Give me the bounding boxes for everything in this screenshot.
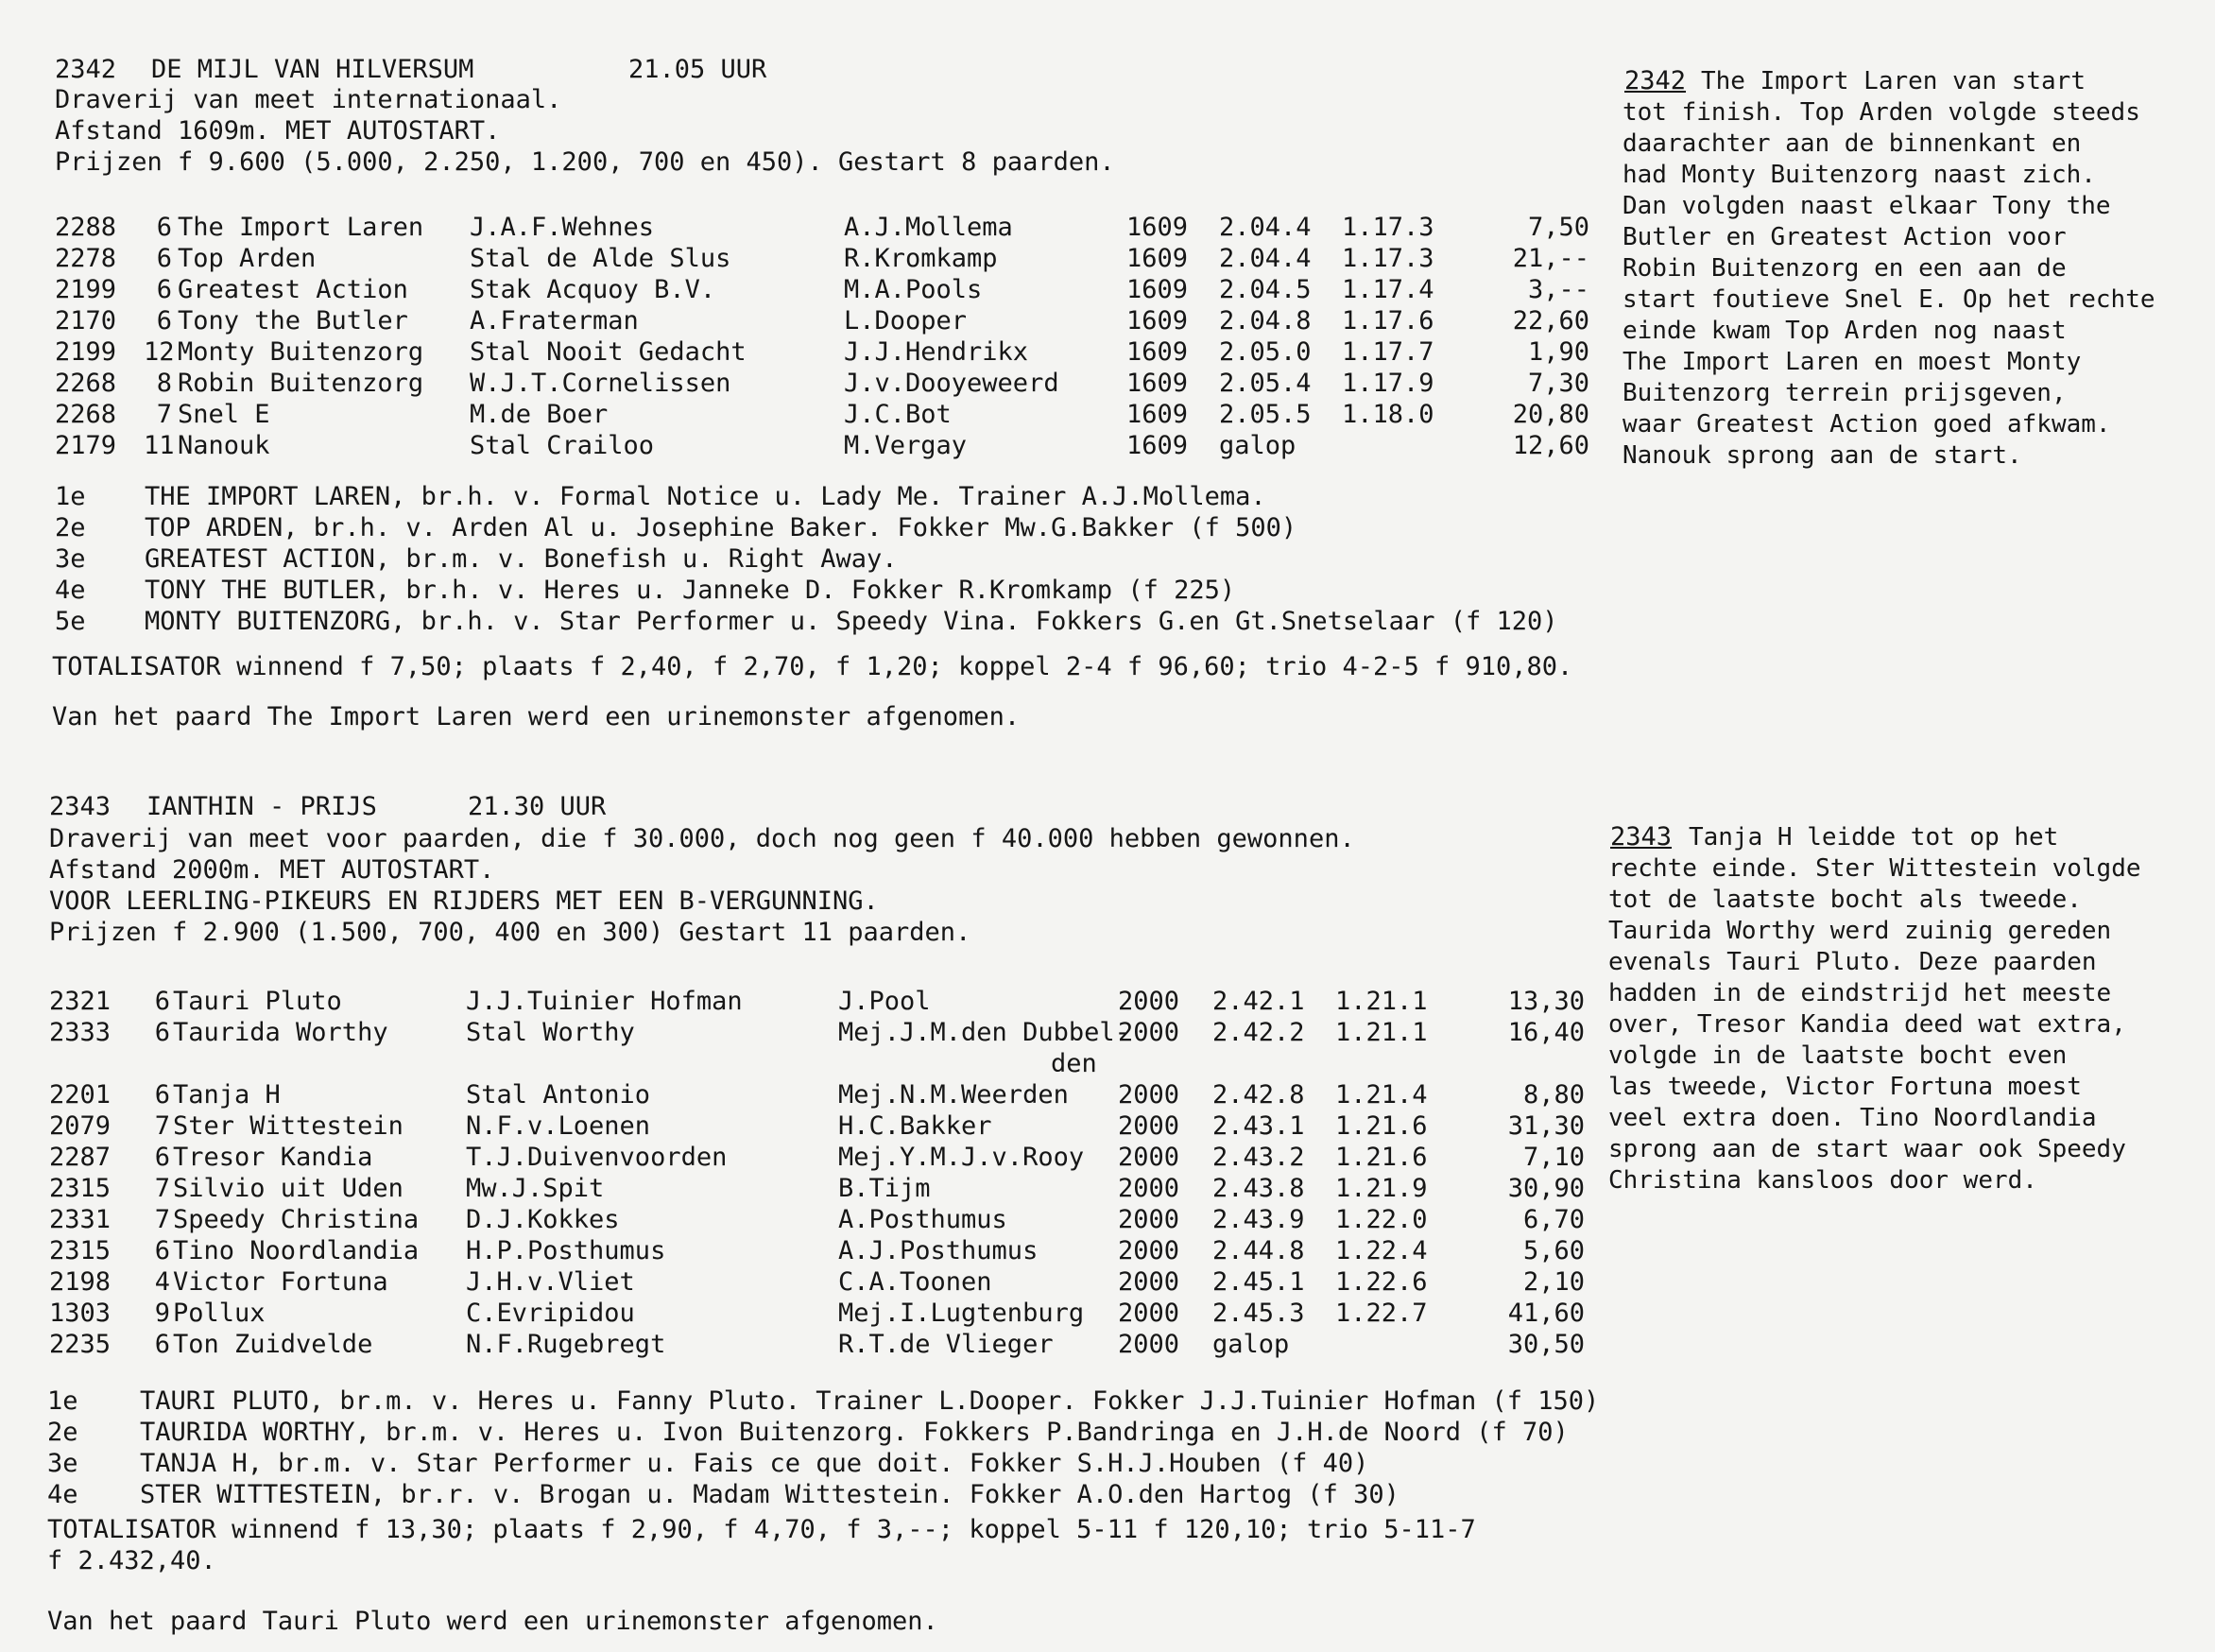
result-owner: J.J.Tuinier Hofman — [466, 987, 743, 1016]
result-odds: 7,50 — [1527, 213, 1589, 242]
race-name: DE MIJL VAN HILVERSUM — [151, 55, 474, 84]
commentary-line: The Import Laren van start — [1701, 67, 2086, 95]
result-time: 2.42.8 — [1212, 1080, 1305, 1110]
result-odds: 1,90 — [1527, 337, 1589, 367]
result-distance: 2000 — [1118, 1205, 1180, 1234]
result-owner: Stal Nooit Gedacht — [470, 337, 747, 367]
commentary-race-number: 2342 — [1624, 66, 1687, 95]
result-km-time: 1.17.3 — [1342, 213, 1434, 242]
result-horse: Snel E — [178, 400, 270, 429]
commentary-line: evenals Tauri Pluto. Deze paarden — [1608, 948, 2097, 976]
result-prev-race: 2268 — [55, 400, 117, 429]
result-horse: Victor Fortuna — [173, 1267, 388, 1297]
placing-position: 3e — [55, 544, 86, 574]
result-odds: 7,10 — [1522, 1143, 1585, 1172]
result-km-time: 1.18.0 — [1342, 400, 1434, 429]
result-time: 2.04.5 — [1219, 275, 1312, 304]
result-prev-race: 2288 — [55, 213, 117, 242]
result-owner: Mw.J.Spit — [466, 1174, 605, 1203]
result-age: 6 — [154, 1236, 170, 1265]
commentary-line: start foutieve Snel E. Op het rechte — [1623, 285, 2155, 314]
result-owner: J.H.v.Vliet — [466, 1267, 635, 1297]
result-age: 7 — [154, 1111, 170, 1141]
commentary-line: tot de laatste bocht als tweede. — [1608, 886, 2082, 914]
result-driver: A.J.Mollema — [844, 213, 1013, 242]
result-driver: J.C.Bot — [844, 400, 952, 429]
result-time: 2.04.8 — [1219, 306, 1312, 336]
result-distance: 2000 — [1118, 1174, 1180, 1203]
result-time: 2.42.2 — [1212, 1018, 1305, 1047]
result-age: 7 — [154, 1205, 170, 1234]
commentary-line: Christina kansloos door werd. — [1608, 1166, 2037, 1195]
result-distance: 1609 — [1126, 213, 1189, 242]
result-driver: Mej.I.Lugtenburg — [838, 1299, 1085, 1328]
result-owner: Stal Crailoo — [470, 431, 655, 460]
result-km-time: 1.17.7 — [1342, 337, 1434, 367]
result-time: 2.43.8 — [1212, 1174, 1305, 1203]
result-prev-race: 2321 — [49, 987, 112, 1016]
race-conditions-line: Draverij van meet internationaal. — [55, 85, 562, 114]
result-age: 11 — [144, 431, 175, 460]
result-age: 8 — [156, 369, 172, 398]
result-owner: W.J.T.Cornelissen — [470, 369, 731, 398]
commentary-line: tot finish. Top Arden volgde steeds — [1623, 98, 2140, 127]
commentary-line: daarachter aan de binnenkant en — [1623, 129, 2082, 158]
placing-position: 1e — [55, 482, 86, 511]
commentary-line: las tweede, Victor Fortuna moest — [1608, 1073, 2082, 1101]
result-age: 12 — [144, 337, 175, 367]
result-horse: Top Arden — [178, 244, 317, 273]
result-distance: 2000 — [1118, 1080, 1180, 1110]
result-driver: C.A.Toonen — [838, 1267, 992, 1297]
commentary-line: volgde in de laatste bocht even — [1608, 1041, 2068, 1070]
result-time: 2.42.1 — [1212, 987, 1305, 1016]
result-time: 2.45.3 — [1212, 1299, 1305, 1328]
result-driver: Mej.J.M.den Dubbel- — [838, 1018, 1130, 1047]
result-prev-race: 2287 — [49, 1143, 112, 1172]
result-driver: J.J.Hendrikx — [844, 337, 1029, 367]
result-owner: A.Fraterman — [470, 306, 639, 336]
result-horse: Ster Wittestein — [173, 1111, 404, 1141]
result-owner: Stak Acquoy B.V. — [470, 275, 716, 304]
result-driver: R.T.de Vlieger — [838, 1330, 1054, 1359]
result-driver: M.Vergay — [844, 431, 968, 460]
result-time: 2.43.9 — [1212, 1205, 1305, 1234]
result-odds: 22,60 — [1512, 306, 1589, 336]
result-odds: 12,60 — [1512, 431, 1589, 460]
result-distance: 1609 — [1126, 369, 1189, 398]
commentary-line: Robin Buitenzorg en een aan de — [1623, 254, 2067, 283]
totalisator-line: TOTALISATOR winnend f 13,30; plaats f 2,90, f 4,70, f 3,--; koppel 5-11 f 120,10; trio 5-11-7 — [47, 1515, 1476, 1544]
result-odds: 41,60 — [1507, 1299, 1585, 1328]
placing-position: 2e — [47, 1418, 78, 1447]
result-odds: 16,40 — [1507, 1018, 1585, 1047]
commentary-line: Buitenzorg terrein prijsgeven, — [1623, 379, 2067, 407]
result-horse: Nanouk — [178, 431, 270, 460]
result-time: 2.05.4 — [1219, 369, 1312, 398]
result-odds: 20,80 — [1512, 400, 1589, 429]
result-driver: Mej.N.M.Weerden — [838, 1080, 1069, 1110]
result-km-time: 1.21.9 — [1335, 1174, 1428, 1203]
result-prev-race: 2179 — [55, 431, 117, 460]
result-distance: 2000 — [1118, 1143, 1180, 1172]
result-horse: Speedy Christina — [173, 1205, 420, 1234]
totalisator-line: TOTALISATOR winnend f 7,50; plaats f 2,40, f 2,70, f 1,20; koppel 2-4 f 96,60; trio 4-2-5 f 910,80. — [52, 652, 1573, 681]
result-horse: Tresor Kandia — [173, 1143, 373, 1172]
result-driver: A.J.Posthumus — [838, 1236, 1039, 1265]
result-odds: 3,-- — [1527, 275, 1589, 304]
result-odds: 2,10 — [1522, 1267, 1585, 1297]
result-prev-race: 2198 — [49, 1267, 112, 1297]
result-time: 2.05.0 — [1219, 337, 1312, 367]
placing-position: 1e — [47, 1386, 78, 1416]
result-age: 6 — [156, 306, 172, 336]
result-distance: 1609 — [1126, 244, 1189, 273]
result-owner: H.P.Posthumus — [466, 1236, 666, 1265]
result-prev-race: 2315 — [49, 1236, 112, 1265]
result-prev-race: 2170 — [55, 306, 117, 336]
result-odds: 30,90 — [1507, 1174, 1585, 1203]
race-time: 21.30 UUR — [468, 792, 607, 821]
result-owner: C.Evripidou — [466, 1299, 635, 1328]
urine-test-note: Van het paard Tauri Pluto werd een urinemonster afgenomen. — [47, 1607, 938, 1636]
result-km-time: 1.21.1 — [1335, 987, 1428, 1016]
race-conditions-line: Draverij van meet voor paarden, die f 30.000, doch nog geen f 40.000 hebben gewonnen. — [49, 824, 1355, 853]
result-prev-race: 2315 — [49, 1174, 112, 1203]
race-conditions-line: Prijzen f 9.600 (5.000, 2.250, 1.200, 700 en 450). Gestart 8 paarden. — [55, 147, 1115, 177]
result-age: 6 — [154, 1143, 170, 1172]
result-horse: Greatest Action — [178, 275, 408, 304]
result-distance: 1609 — [1126, 306, 1189, 336]
result-time: galop — [1219, 431, 1296, 460]
urine-test-note: Van het paard The Import Laren werd een urinemonster afgenomen. — [52, 702, 1021, 731]
result-distance: 2000 — [1118, 1111, 1180, 1141]
placing-description: GREATEST ACTION, br.m. v. Bonefish u. Right Away. — [145, 544, 898, 574]
result-age: 6 — [154, 1330, 170, 1359]
result-prev-race: 2333 — [49, 1018, 112, 1047]
result-driver: den — [1051, 1049, 1097, 1078]
race-number: 2342 — [55, 55, 117, 84]
commentary-line: veel extra doen. Tino Noordlandia — [1608, 1104, 2097, 1132]
result-owner: Stal Antonio — [466, 1080, 651, 1110]
result-driver: A.Posthumus — [838, 1205, 1007, 1234]
result-horse: The Import Laren — [178, 213, 424, 242]
result-time: 2.44.8 — [1212, 1236, 1305, 1265]
placing-position: 3e — [47, 1449, 78, 1478]
result-horse: Silvio uit Uden — [173, 1174, 404, 1203]
commentary-line: Taurida Worthy werd zuinig gereden — [1608, 917, 2112, 945]
result-prev-race: 2201 — [49, 1080, 112, 1110]
result-horse: Pollux — [173, 1299, 266, 1328]
race-time: 21.05 UUR — [628, 55, 767, 84]
result-driver: J.v.Dooyeweerd — [844, 369, 1059, 398]
commentary-line: The Import Laren en moest Monty — [1623, 348, 2082, 376]
result-driver: H.C.Bakker — [838, 1111, 992, 1141]
result-time: 2.05.5 — [1219, 400, 1312, 429]
result-km-time: 1.22.7 — [1335, 1299, 1428, 1328]
result-age: 6 — [156, 213, 172, 242]
result-age: 6 — [156, 275, 172, 304]
placing-position: 5e — [55, 607, 86, 636]
placing-position: 4e — [47, 1480, 78, 1509]
result-odds: 13,30 — [1507, 987, 1585, 1016]
result-age: 6 — [154, 1080, 170, 1110]
commentary-line: Tanja H leidde tot op het — [1689, 823, 2059, 852]
result-horse: Tauri Pluto — [173, 987, 342, 1016]
result-km-time: 1.17.6 — [1342, 306, 1434, 336]
placing-description: MONTY BUITENZORG, br.h. v. Star Performer u. Speedy Vina. Fokkers G.en Gt.Snetselaar (f 120) — [145, 607, 1558, 636]
result-distance: 2000 — [1118, 1267, 1180, 1297]
result-horse: Tony the Butler — [178, 306, 408, 336]
commentary-race-number: 2343 — [1610, 822, 1673, 852]
commentary-line: hadden in de eindstrijd het meeste — [1608, 979, 2112, 1007]
placing-description: STER WITTESTEIN, br.r. v. Brogan u. Madam Wittestein. Fokker A.O.den Hartog (f 30) — [140, 1480, 1399, 1509]
result-age: 6 — [154, 1018, 170, 1047]
result-km-time: 1.21.6 — [1335, 1111, 1428, 1141]
result-prev-race: 2331 — [49, 1205, 112, 1234]
commentary-line: einde kwam Top Arden nog naast — [1623, 317, 2067, 345]
race-name: IANTHIN - PRIJS — [146, 792, 377, 821]
race-conditions-line: VOOR LEERLING-PIKEURS EN RIJDERS MET EEN B-VERGUNNING. — [49, 886, 879, 916]
commentary-line: sprong aan de start waar ook Speedy — [1608, 1135, 2126, 1163]
result-owner: N.F.v.Loenen — [466, 1111, 651, 1141]
result-prev-race: 2268 — [55, 369, 117, 398]
commentary-line: waar Greatest Action goed afkwam. — [1623, 410, 2111, 439]
result-driver: M.A.Pools — [844, 275, 983, 304]
result-distance: 1609 — [1126, 275, 1189, 304]
result-time: 2.45.1 — [1212, 1267, 1305, 1297]
result-distance: 1609 — [1126, 400, 1189, 429]
placing-description: TAURIDA WORTHY, br.m. v. Heres u. Ivon Buitenzorg. Fokkers P.Bandringa en J.H.de Noord (f 70) — [140, 1418, 1569, 1447]
result-odds: 5,60 — [1522, 1236, 1585, 1265]
race-conditions-line: Prijzen f 2.900 (1.500, 700, 400 en 300) Gestart 11 paarden. — [49, 918, 971, 947]
result-distance: 1609 — [1126, 431, 1189, 460]
result-km-time: 1.22.6 — [1335, 1267, 1428, 1297]
result-odds: 7,30 — [1527, 369, 1589, 398]
result-owner: N.F.Rugebregt — [466, 1330, 666, 1359]
result-driver: L.Dooper — [844, 306, 968, 336]
result-prev-race: 2079 — [49, 1111, 112, 1141]
race-conditions-line: Afstand 2000m. MET AUTOSTART. — [49, 855, 495, 885]
result-km-time: 1.17.4 — [1342, 275, 1434, 304]
placing-position: 4e — [55, 576, 86, 605]
placing-description: TAURI PLUTO, br.m. v. Heres u. Fanny Pluto. Trainer L.Dooper. Fokker J.J.Tuinier Hofman (f 150) — [140, 1386, 1600, 1416]
result-time: galop — [1212, 1330, 1290, 1359]
result-km-time: 1.22.0 — [1335, 1205, 1428, 1234]
result-distance: 2000 — [1118, 1330, 1180, 1359]
result-distance: 2000 — [1118, 987, 1180, 1016]
commentary-line: Butler en Greatest Action voor — [1623, 223, 2067, 251]
result-time: 2.43.1 — [1212, 1111, 1305, 1141]
result-prev-race: 2199 — [55, 337, 117, 367]
result-odds: 21,-- — [1512, 244, 1589, 273]
result-distance: 1609 — [1126, 337, 1189, 367]
result-age: 7 — [154, 1174, 170, 1203]
result-distance: 2000 — [1118, 1018, 1180, 1047]
result-horse: Taurida Worthy — [173, 1018, 388, 1047]
result-age: 6 — [154, 987, 170, 1016]
result-owner: J.A.F.Wehnes — [470, 213, 655, 242]
result-distance: 2000 — [1118, 1236, 1180, 1265]
result-time: 2.04.4 — [1219, 244, 1312, 273]
result-horse: Tino Noordlandia — [173, 1236, 420, 1265]
result-km-time: 1.21.6 — [1335, 1143, 1428, 1172]
result-time: 2.43.2 — [1212, 1143, 1305, 1172]
commentary-line: over, Tresor Kandia deed wat extra, — [1608, 1010, 2126, 1039]
result-prev-race: 1303 — [49, 1299, 112, 1328]
placing-description: TANJA H, br.m. v. Star Performer u. Fais ce que doit. Fokker S.H.J.Houben (f 40) — [140, 1449, 1369, 1478]
result-odds: 8,80 — [1522, 1080, 1585, 1110]
result-age: 4 — [154, 1267, 170, 1297]
placing-description: THE IMPORT LAREN, br.h. v. Formal Notice u. Lady Me. Trainer A.J.Mollema. — [145, 482, 1266, 511]
result-owner: T.J.Duivenvoorden — [466, 1143, 728, 1172]
result-odds: 6,70 — [1522, 1205, 1585, 1234]
result-km-time: 1.17.3 — [1342, 244, 1434, 273]
result-odds: 31,30 — [1507, 1111, 1585, 1141]
result-prev-race: 2235 — [49, 1330, 112, 1359]
result-horse: Monty Buitenzorg — [178, 337, 424, 367]
result-distance: 2000 — [1118, 1299, 1180, 1328]
result-driver: Mej.Y.M.J.v.Rooy — [838, 1143, 1085, 1172]
result-time: 2.04.4 — [1219, 213, 1312, 242]
result-owner: M.de Boer — [470, 400, 609, 429]
placing-position: 2e — [55, 513, 86, 542]
commentary-line: rechte einde. Ster Wittestein volgde — [1608, 854, 2141, 883]
result-owner: Stal de Alde Slus — [470, 244, 731, 273]
result-age: 6 — [156, 244, 172, 273]
result-age: 7 — [156, 400, 172, 429]
result-driver: B.Tijm — [838, 1174, 931, 1203]
result-owner: D.J.Kokkes — [466, 1205, 620, 1234]
result-prev-race: 2278 — [55, 244, 117, 273]
result-horse: Tanja H — [173, 1080, 281, 1110]
result-km-time: 1.21.4 — [1335, 1080, 1428, 1110]
result-driver: R.Kromkamp — [844, 244, 998, 273]
result-km-time: 1.21.1 — [1335, 1018, 1428, 1047]
commentary-line: Dan volgden naast elkaar Tony the — [1623, 192, 2111, 220]
result-horse: Ton Zuidvelde — [173, 1330, 373, 1359]
commentary-line: Nanouk sprong aan de start. — [1623, 441, 2022, 470]
totalisator-line: f 2.432,40. — [47, 1546, 216, 1575]
result-km-time: 1.17.9 — [1342, 369, 1434, 398]
commentary-line: had Monty Buitenzorg naast zich. — [1623, 161, 2096, 189]
race-conditions-line: Afstand 1609m. MET AUTOSTART. — [55, 116, 501, 146]
result-driver: J.Pool — [838, 987, 931, 1016]
result-km-time: 1.22.4 — [1335, 1236, 1428, 1265]
race-number: 2343 — [49, 792, 112, 821]
result-age: 9 — [154, 1299, 170, 1328]
result-horse: Robin Buitenzorg — [178, 369, 424, 398]
placing-description: TOP ARDEN, br.h. v. Arden Al u. Josephine Baker. Fokker Mw.G.Bakker (f 500) — [145, 513, 1297, 542]
result-prev-race: 2199 — [55, 275, 117, 304]
result-odds: 30,50 — [1507, 1330, 1585, 1359]
placing-description: TONY THE BUTLER, br.h. v. Heres u. Janneke D. Fokker R.Kromkamp (f 225) — [145, 576, 1236, 605]
result-owner: Stal Worthy — [466, 1018, 635, 1047]
